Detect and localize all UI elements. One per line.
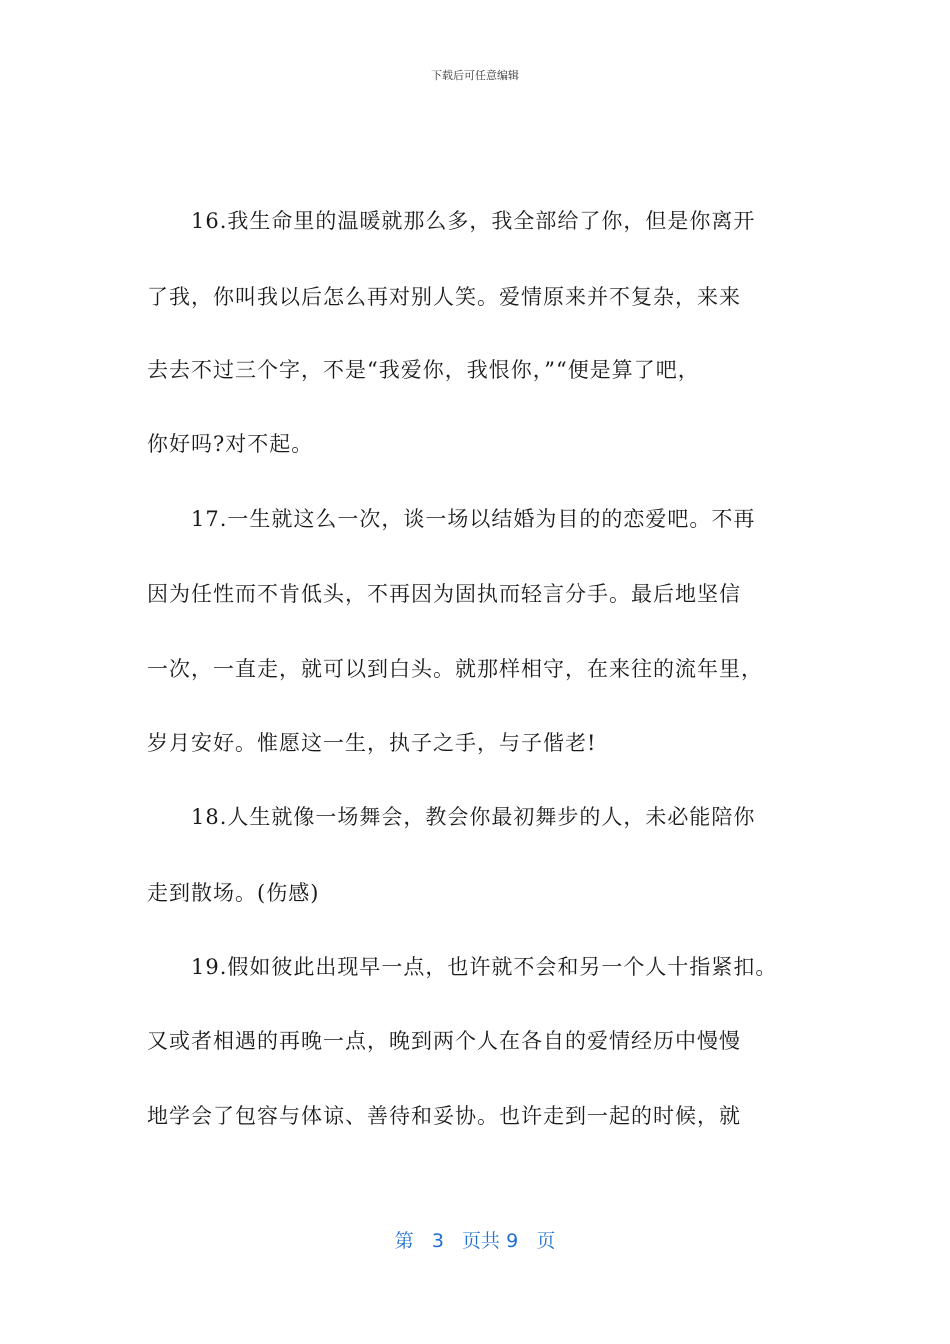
- paragraph-line: 去去不过三个字，不是“我爱你，我恨你，”“便是算了吧，: [147, 358, 700, 382]
- paragraph-line: 岁月安好。惟愿这一生，执子之手，与子偕老!: [147, 731, 597, 755]
- page-footer: [0, 1226, 950, 1253]
- paragraph-line: 19.假如彼此出现早一点，也许就不会和另一个人十指紧扣。: [191, 955, 778, 979]
- total-pages-number: 9: [506, 1230, 519, 1252]
- page-label-prefix: 第: [394, 1230, 414, 1252]
- paragraph-line: 了我，你叫我以后怎么再对别人笑。爱情原来并不复杂，来来: [147, 285, 741, 309]
- current-page-number: 3: [431, 1230, 444, 1252]
- paragraph-line: 地学会了包容与体谅、善待和妥协。也许走到一起的时候，就: [147, 1104, 741, 1128]
- paragraph-line: 18.人生就像一场舞会，教会你最初舞步的人，未必能陪你: [191, 805, 756, 829]
- paragraph-line: 因为任性而不肯低头，不再因为固执而轻言分手。最后地坚信: [147, 582, 741, 606]
- header-note: 下载后可任意编辑: [431, 69, 519, 82]
- paragraph-line: 走到散场。(伤感): [147, 881, 320, 905]
- paragraph-line: 一次，一直走，就可以到白头。就那样相守，在来往的流年里，: [147, 657, 763, 681]
- page-label-middle: 页共: [462, 1230, 501, 1252]
- paragraph-line: 17.一生就这么一次，谈一场以结婚为目的的恋爱吧。不再: [191, 507, 756, 531]
- paragraph-line: 16.我生命里的温暖就那么多，我全部给了你，但是你离开: [191, 209, 756, 233]
- paragraph-line: 你好吗?对不起。: [147, 432, 314, 456]
- page-label-suffix: 页: [536, 1230, 556, 1252]
- paragraph-line: 又或者相遇的再晚一点，晚到两个人在各自的爱情经历中慢慢: [147, 1029, 741, 1053]
